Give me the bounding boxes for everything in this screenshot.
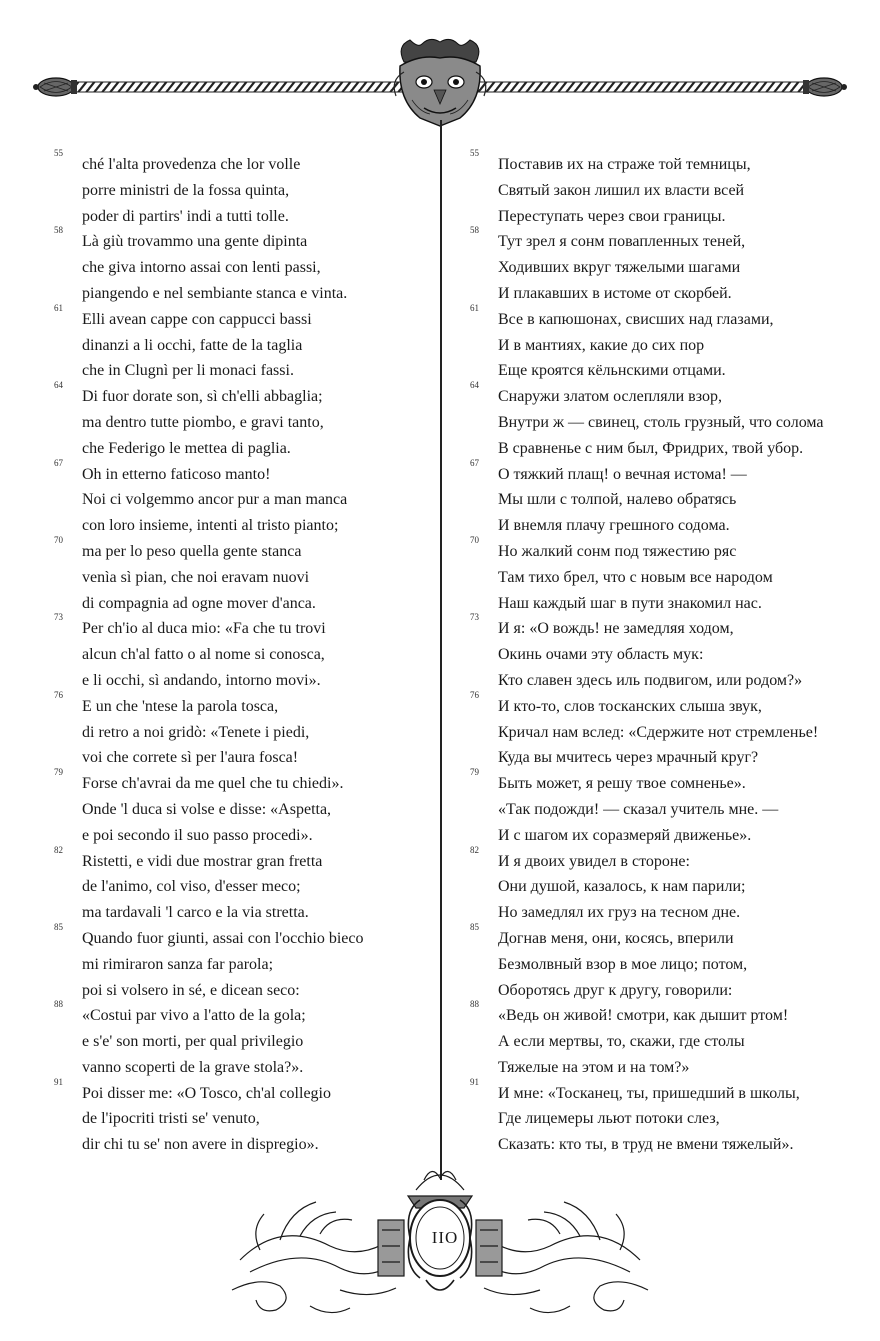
verse-text: Куда вы мчитесь через мрачный круг? (498, 749, 759, 767)
verse-line (54, 358, 424, 384)
verse-text: de l'animo, col viso, d'esser meco; (82, 878, 301, 896)
verse-line (54, 844, 424, 875)
grotesque-mask-icon (394, 39, 486, 126)
verse-text: И плакавших в истоме от скорбей. (498, 284, 732, 302)
verse-line (54, 302, 424, 333)
verse-line (470, 1055, 860, 1081)
verse-line (54, 874, 424, 900)
verse-line (470, 457, 860, 488)
verse-line (470, 874, 860, 900)
verse-line (470, 410, 860, 436)
verse-number: 58 (54, 225, 63, 236)
verse-number: 85 (54, 921, 63, 932)
verse-number: 88 (470, 999, 479, 1010)
verse-line (470, 281, 860, 307)
right-finial-icon (803, 78, 847, 96)
verse-text: Там тихо брел, что с новым все народом (498, 568, 773, 586)
verse-line (54, 978, 424, 1004)
verse-text: venìa sì pian, che noi eravam nuovi (82, 568, 310, 586)
verse-text: Тут зрел я сонм повапленных теней, (498, 233, 746, 251)
verse-number: 79 (470, 767, 479, 778)
verse-line (470, 978, 860, 1004)
verse-text: Наш каждый шаг в пути знакомил нас. (498, 594, 762, 612)
verse-text: che Federigo le mettea di paglia. (82, 439, 291, 457)
verse-text: ma dentro tutte piombo, e gravi tanto, (82, 413, 324, 431)
verse-line (470, 642, 860, 668)
verse-number: 64 (54, 380, 63, 391)
verse-text: Снаружи златом ослепляли взор, (498, 388, 722, 406)
stanza (470, 921, 860, 1003)
verse-text: Поставив их на страже той темницы, (498, 156, 751, 173)
verse-text: Noi ci volgemmo ancor pur a man manca (82, 491, 348, 509)
verse-text: И я двоих увидел в стороне: (498, 852, 690, 870)
verse-number: 55 (54, 148, 63, 158)
verse-text: «Так подожди! — сказал учитель мне. — (498, 800, 779, 818)
verse-text: Сказать: кто ты, в труд не вмени тяжелый». (498, 1136, 794, 1154)
verse-text: ma tardavali 'l carco e la via stretta. (82, 904, 309, 922)
verse-line (470, 534, 860, 565)
stanza (470, 612, 860, 693)
verse-text: poi si volsero in sé, e dicean seco: (82, 981, 300, 999)
verse-text: che giva intorno assai con lenti passi, (82, 259, 321, 277)
verse-text: Di fuor dorate son, sì ch'elli abbaglia; (82, 388, 323, 406)
verse-text: piangendo e nel sembiante stanca e vinta. (82, 284, 348, 302)
verse-line (470, 358, 860, 384)
verse-line (470, 302, 860, 333)
stanza (54, 767, 424, 848)
verse-number: 67 (470, 457, 479, 468)
stanza (54, 302, 424, 384)
verse-line (470, 900, 860, 926)
verse-text: di retro a noi gridò: «Tenete i piedi, (82, 723, 310, 741)
verse-line (54, 952, 424, 978)
verse-line (54, 745, 424, 771)
verse-line (54, 900, 424, 926)
stanza (470, 148, 860, 229)
verse-number: 70 (54, 534, 63, 545)
center-divider-rule (436, 120, 446, 1180)
verse-line (54, 534, 424, 565)
stanza (54, 534, 424, 616)
verse-line (470, 921, 860, 952)
verse-line (470, 513, 860, 539)
verse-line (54, 255, 424, 281)
verse-line (54, 487, 424, 513)
verse-text: Все в капюшонах, свисших над глазами, (498, 310, 774, 328)
verse-text: Еще кроятся кёльнскими отцами. (498, 362, 726, 380)
verse-number: 76 (54, 689, 63, 700)
verse-text: ché l'alta provedenza che lor volle (82, 156, 301, 173)
verse-line (470, 148, 860, 178)
verse-line (470, 767, 860, 797)
verse-text: dir chi tu se' non avere in dispregio». (82, 1136, 319, 1154)
verse-line (54, 642, 424, 668)
verse-line (470, 333, 860, 359)
verse-number: 70 (470, 534, 479, 545)
stanza (54, 380, 424, 461)
stanza (470, 302, 860, 384)
verse-line (54, 565, 424, 591)
verse-number: 82 (54, 844, 63, 855)
stanza (54, 612, 424, 693)
verse-text: И с шагом их соразмеряй движенье». (498, 826, 752, 844)
verse-text: Внутри ж — свинец, столь грузный, что солома (498, 413, 824, 431)
verse-text: И я: «О вождь! не замедляя ходом, (498, 620, 734, 638)
verse-line (470, 668, 860, 694)
verse-text: Ristetti, e vidi due mostrar gran fretta (82, 852, 323, 870)
verse-text: «Ведь он живой! смотри, как дышит ртом! (498, 1007, 789, 1025)
verse-line (54, 513, 424, 539)
verse-number: 88 (54, 999, 63, 1010)
verse-line (470, 952, 860, 978)
italian-text-column (54, 148, 424, 1158)
verse-text: voi che correte sì per l'aura fosca! (82, 749, 299, 767)
verse-number: 91 (470, 1076, 479, 1087)
verse-text: Forse ch'avrai da me quel che tu chiedi». (82, 775, 344, 793)
verse-line (54, 612, 424, 642)
verse-line (54, 436, 424, 462)
left-finial-icon (33, 78, 77, 96)
stanza (470, 689, 860, 771)
verse-text: Где лицемеры льют потоки слез, (498, 1110, 720, 1128)
verse-number: 55 (470, 148, 479, 158)
verse-text: ma per lo peso quella gente stanca (82, 542, 302, 560)
verse-line (54, 823, 424, 849)
stanza (470, 1076, 860, 1158)
verse-line (470, 689, 860, 720)
verse-line (54, 1076, 424, 1107)
verse-text: Elli avean cappe con cappucci bassi (82, 310, 312, 328)
verse-text: e s'e' son morti, per qual privilegio (82, 1033, 304, 1051)
verse-line (470, 487, 860, 513)
verse-line (54, 797, 424, 823)
verse-text: Они душой, казалось, к нам парили; (498, 878, 746, 896)
verse-line (470, 178, 860, 204)
verse-text: Безмолвный взор в мое лицо; потом, (498, 955, 748, 973)
verse-line (54, 668, 424, 694)
stanza (54, 1076, 424, 1158)
verse-text: И мне: «Тосканец, ты, пришедший в школы, (498, 1084, 800, 1102)
verse-line (54, 1106, 424, 1132)
stanza (54, 921, 424, 1003)
stanza (54, 689, 424, 771)
verse-line (470, 565, 860, 591)
stanza (470, 999, 860, 1080)
stanza (54, 148, 424, 229)
verse-number: 82 (470, 844, 479, 855)
verse-line (54, 720, 424, 746)
verse-text: vanno scoperti de la grave stola?». (82, 1058, 304, 1076)
verse-number: 73 (54, 612, 63, 623)
verse-text: e li occhi, sì andando, intorno movi». (82, 671, 321, 689)
verse-line (54, 410, 424, 436)
verse-text: И в мантиях, какие до сих пор (498, 336, 705, 354)
verse-text: А если мертвы, то, скажи, где столы (498, 1033, 745, 1051)
verse-text: Quando fuor giunti, assai con l'occhio bieco (82, 929, 364, 947)
verse-text: Переступать через свои границы. (498, 207, 726, 225)
verse-text: Là giù trovammo una gente dipinta (82, 233, 308, 251)
verse-line (54, 281, 424, 307)
verse-text: И внемля плачу грешного содома. (498, 517, 730, 535)
verse-line (54, 999, 424, 1029)
verse-text: О тяжкий плащ! о вечная истома! — (498, 465, 747, 483)
verse-line (54, 767, 424, 797)
stanza (470, 457, 860, 539)
verse-line (470, 745, 860, 771)
stanza (470, 380, 860, 461)
verse-line (470, 797, 860, 823)
verse-number: 67 (54, 457, 63, 468)
verse-line (54, 178, 424, 204)
verse-number: 76 (470, 689, 479, 700)
verse-line (470, 380, 860, 410)
verse-text: Oh in etterno faticoso manto! (82, 465, 271, 483)
verse-line (54, 380, 424, 410)
verse-line (54, 204, 424, 230)
verse-line (470, 612, 860, 642)
verse-text: Но замедлял их груз на тесном дне. (498, 904, 741, 922)
verse-line (54, 1029, 424, 1055)
verse-text: Poi disser me: «O Tosco, ch'al collegio (82, 1084, 331, 1102)
stanza (54, 457, 424, 539)
verse-number: 79 (54, 767, 63, 778)
verse-number: 91 (54, 1076, 63, 1087)
verse-line (54, 591, 424, 617)
stanza (470, 534, 860, 616)
verse-text: Кто славен здесь иль подвигом, или родом?» (498, 671, 803, 689)
verse-line (470, 844, 860, 875)
verse-line (54, 225, 424, 255)
verse-line (54, 689, 424, 720)
verse-line (470, 225, 860, 255)
stanza (470, 844, 860, 926)
verse-text: de l'ipocriti tristi se' venuto, (82, 1110, 260, 1128)
verse-text: e poi secondo il suo passo procedi». (82, 826, 313, 844)
stanza (54, 999, 424, 1080)
russian-text-column (470, 148, 860, 1158)
verse-line (470, 1029, 860, 1055)
verse-line (470, 204, 860, 230)
verse-line (54, 333, 424, 359)
verse-text: porre ministri de la fossa quinta, (82, 181, 290, 199)
verse-line (54, 921, 424, 952)
verse-line (470, 1106, 860, 1132)
stanza (470, 767, 860, 848)
verse-line (470, 1076, 860, 1107)
verse-text: Тяжелые на этом и на том?» (498, 1058, 690, 1076)
stanza (470, 225, 860, 306)
verse-text: Быть может, я решу твое сомненье». (498, 775, 746, 793)
verse-line (470, 823, 860, 849)
verse-number: 73 (470, 612, 479, 623)
verse-line (470, 720, 860, 746)
verse-text: con loro insieme, intenti al tristo pianto; (82, 517, 339, 535)
verse-text: Кричал нам вслед: «Сдержите нот стремленье! (498, 723, 819, 741)
verse-text: mi rimiraron sanza far parola; (82, 955, 274, 973)
verse-text: Святый закон лишил их власти всей (498, 181, 745, 199)
verse-line (470, 999, 860, 1029)
verse-number: 64 (470, 380, 479, 391)
verse-line (470, 436, 860, 462)
verse-text: Догнав меня, они, косясь, вперили (498, 929, 734, 947)
verse-text: Окинь очами эту область мук: (498, 646, 704, 664)
stanza (54, 225, 424, 306)
verse-number: 58 (470, 225, 479, 236)
verse-line (54, 457, 424, 488)
verse-line (470, 255, 860, 281)
page-number: IIO (431, 1228, 459, 1247)
verse-text: «Costui par vivo a l'atto de la gola; (82, 1007, 306, 1025)
verse-text: В сравненье с ним был, Фридрих, твой убор. (498, 439, 804, 457)
verse-text: dinanzi a li occhi, fatte de la taglia (82, 336, 303, 354)
verse-text: di compagnia ad ogne mover d'anca. (82, 594, 316, 612)
verse-text: Мы шли с толпой, налево обратясь (498, 491, 737, 509)
verse-number: 85 (470, 921, 479, 932)
verse-line (470, 591, 860, 617)
verse-text: И кто-то, слов тосканских слыша звук, (498, 697, 762, 715)
verse-text: alcun ch'al fatto o al nome si conosca, (82, 646, 325, 664)
verse-text: Per ch'io al duca mio: «Fa che tu trovi (82, 620, 326, 638)
verse-text: E un che 'ntese la parola tosca, (82, 697, 279, 715)
verse-line (54, 1055, 424, 1081)
verse-text: poder di partirs' indi a tutti tolle. (82, 207, 289, 225)
verse-text: che in Clugnì per li monaci fassi. (82, 362, 294, 380)
verse-number: 61 (54, 302, 63, 313)
verse-number: 61 (470, 302, 479, 313)
verse-text: Но жалкий сонм под тяжестию ряс (498, 542, 737, 560)
stanza (54, 844, 424, 926)
verse-text: Оборотясь друг к другу, говорили: (498, 981, 733, 999)
verse-text: Ходивших вкруг тяжелыми шагами (498, 259, 741, 277)
verse-line (54, 148, 424, 178)
verse-text: Onde 'l duca si volse e disse: «Aspetta, (82, 800, 332, 818)
